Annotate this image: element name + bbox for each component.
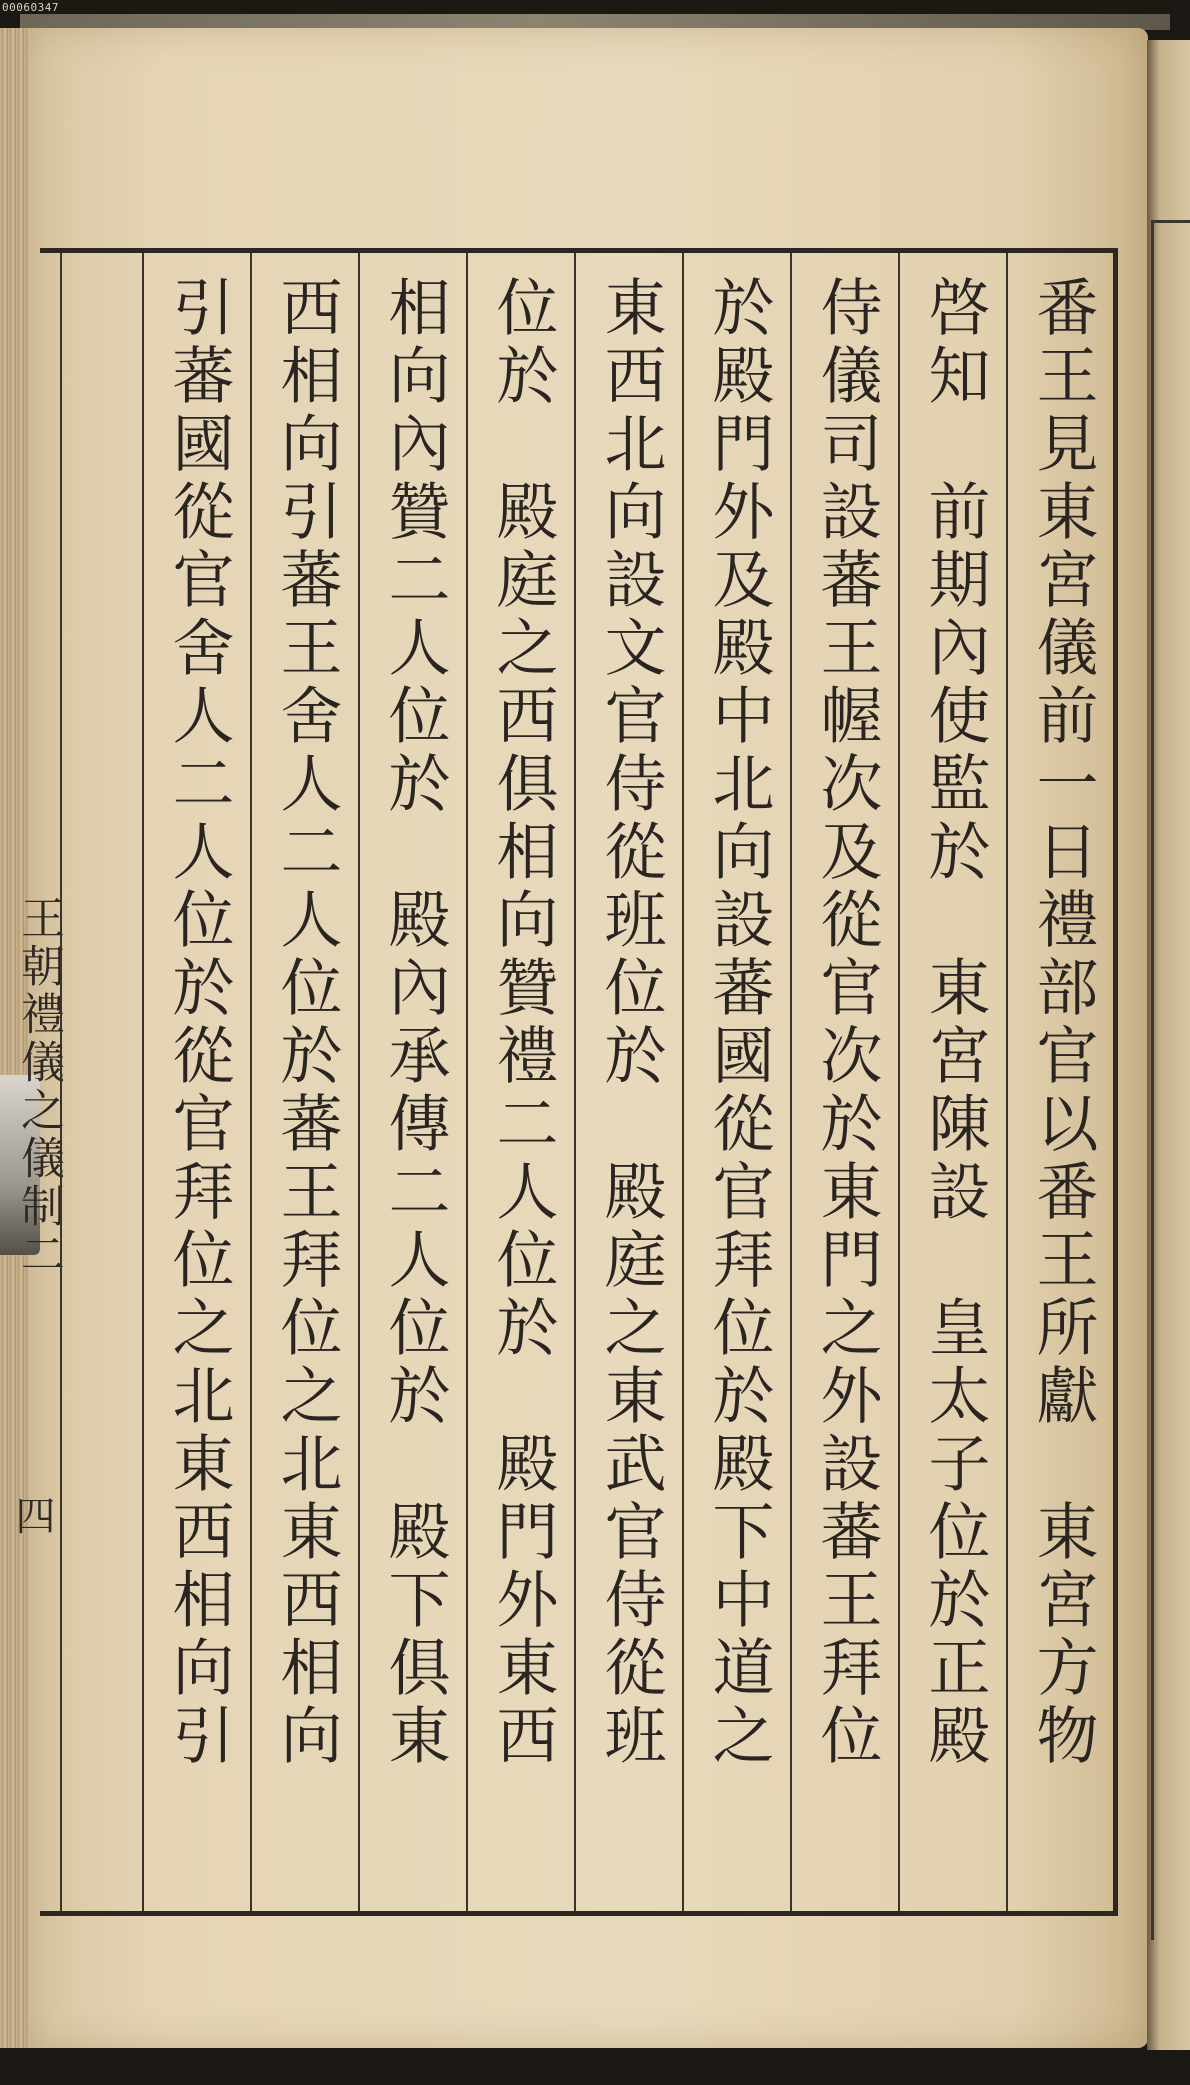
column-text-7: 相向內贊二人位於 殿內承傳二人位於 殿下俱東	[378, 275, 451, 1771]
column-text-9: 引蕃國從官舍人二人位於從官拜位之北東西相向引	[162, 275, 235, 1771]
text-column-7	[358, 253, 468, 1911]
margin-title: 王朝禮儀之儀制二	[13, 895, 64, 1279]
text-column-8	[250, 253, 360, 1911]
text-column-1	[1006, 253, 1116, 1911]
text-column-5	[574, 253, 684, 1911]
margin-strip	[0, 253, 64, 1911]
page-number: 四	[9, 1495, 55, 1535]
column-text-3: 侍儀司設蕃王幄次及從官次於東門之外設蕃王拜位	[810, 275, 883, 1771]
column-text-1: 番王見東宮儀前一日禮部官以番王所獻 東宮方物	[1026, 275, 1099, 1771]
column-text-8: 西相向引蕃王舍人二人位於蕃王拜位之北東西相向	[270, 275, 343, 1771]
text-column-4	[682, 253, 792, 1911]
column-text-2: 啓知 前期內使監於 東宮陳設 皇太子位於正殿	[918, 275, 991, 1771]
column-text-5: 東西北向設文官侍從班位於 殿庭之東武官侍從班	[594, 275, 667, 1771]
scan-id-label: 00060347	[2, 1, 59, 14]
margin-column-divider	[60, 253, 144, 1911]
text-column-2	[898, 253, 1008, 1911]
text-column-9	[142, 253, 252, 1911]
text-column-3	[790, 253, 900, 1911]
column-text-4: 於殿門外及殿中北向設蕃國從官拜位於殿下中道之	[702, 275, 775, 1771]
facing-page-rule	[1151, 220, 1154, 1940]
facing-page-rule-top	[1151, 220, 1190, 223]
facing-page-edge	[1147, 40, 1190, 2050]
text-column-6	[466, 253, 576, 1911]
column-text-6: 位於 殿庭之西俱相向贊禮二人位於 殿門外東西	[486, 275, 559, 1771]
